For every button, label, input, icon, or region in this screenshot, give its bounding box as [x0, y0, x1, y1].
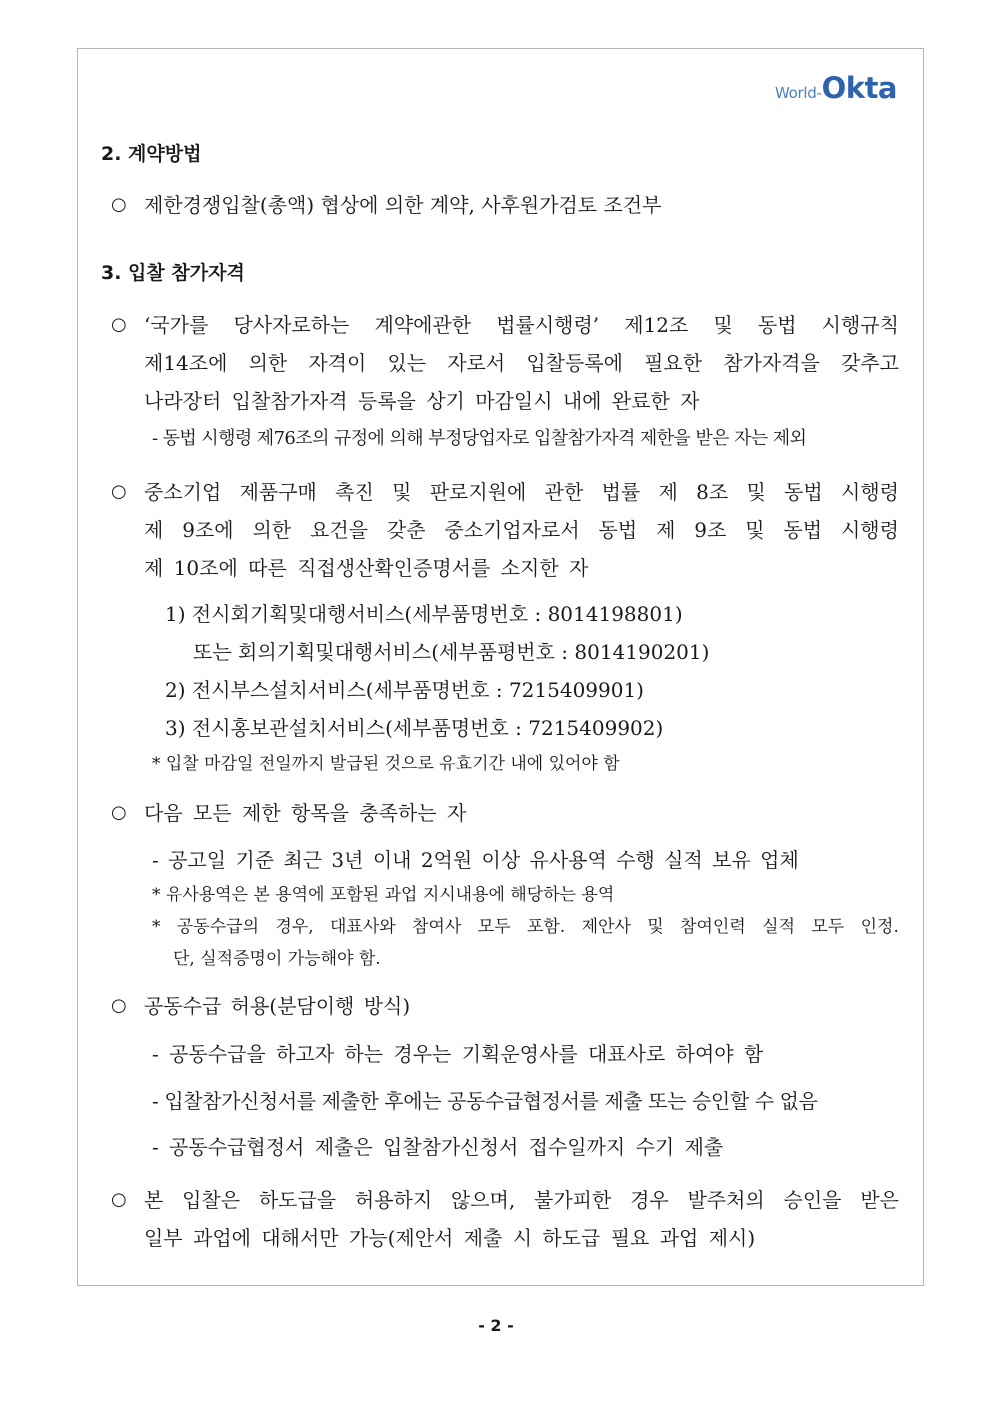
qualification-3-line-1: 다음 모든 제한 항목을 충족하는 자 [144, 801, 467, 825]
joint-supply-heading: 공동수급 허용(분담이행 방식) [144, 994, 411, 1018]
logo-prefix: World- [775, 84, 822, 102]
joint-supply-note: * 공동수급의 경우, 대표사와 참여사 모두 포함. 제안사 및 참여인력 실적 모두 인정. [152, 917, 899, 937]
joint-supply-rule-1: - 공동수급을 하고자 하는 경우는 기획운영사를 대표사로 하여야 함 [152, 1042, 764, 1066]
qualification-1-line-3: 나라장터 입찰참가자격 등록을 상기 마감일시 내에 완료한 자 [144, 389, 700, 413]
similar-service-note: * 유사용역은 본 용역에 포함된 과업 지시내용에 해당하는 용역 [152, 885, 615, 905]
service-item-1-alt: 또는 회의기획및대행서비스(세부품평번호 : 8014190201) [193, 640, 710, 664]
qualification-3-record: - 공고일 기준 최근 3년 이내 2억원 이상 유사용역 수행 실적 보유 업체 [152, 848, 799, 872]
contract-method-text: 제한경쟁입찰(총액) 협상에 의한 계약, 사후원가검토 조건부 [144, 193, 662, 217]
validity-note: * 입찰 마감일 전일까지 발급된 것으로 유효기간 내에 있어야 함 [152, 754, 620, 774]
bullet-circle: ○ [111, 995, 127, 1016]
bullet-circle: ○ [111, 194, 127, 215]
world-okta-logo [775, 71, 897, 105]
bullet-circle: ○ [111, 1189, 127, 1210]
qualification-1-line-1: ‘국가를 당사자로하는 계약에관한 법률시행령’ 제12조 및 동법 시행규칙 [144, 313, 899, 337]
service-item-2: 2) 전시부스설치서비스(세부품명번호 : 7215409901) [165, 678, 644, 702]
section-2-heading: 2. 계약방법 [101, 143, 202, 165]
joint-supply-note-cont: 단, 실적증명이 가능해야 함. [173, 949, 381, 969]
qualification-2-line-1: 중소기업 제품구매 촉진 및 판로지원에 관한 법률 제 8조 및 동법 시행령 [144, 480, 899, 504]
joint-supply-rule-2: - 입찰참가신청서를 제출한 후에는 공동수급협정서를 제출 또는 승인할 수 없음 [152, 1089, 818, 1113]
section-3-heading: 3. 입찰 참가자격 [101, 262, 245, 284]
qualification-2-line-3: 제 10조에 따른 직접생산확인증명서를 소지한 자 [144, 556, 589, 580]
bullet-circle: ○ [111, 802, 127, 823]
joint-supply-rule-3: - 공동수급협정서 제출은 입찰참가신청서 접수일까지 수기 제출 [152, 1135, 724, 1159]
qualification-1-line-2: 제14조에 의한 자격이 있는 자로서 입찰등록에 필요한 참가자격을 갖추고 [144, 351, 899, 375]
page-number: - 2 - [478, 1316, 514, 1335]
qualification-2-line-2: 제 9조에 의한 요건을 갖춘 중소기업자로서 동법 제 9조 및 동법 시행령 [144, 518, 899, 542]
service-item-1: 1) 전시회기획및대행서비스(세부품명번호 : 8014198801) [165, 602, 683, 626]
service-item-3: 3) 전시홍보관설치서비스(세부품명번호 : 7215409902) [165, 716, 664, 740]
subcontract-line-2: 일부 과업에 대해서만 가능(제안서 제출 시 하도급 필요 과업 제시) [144, 1226, 756, 1250]
logo-name: Okta [821, 71, 897, 105]
subcontract-line-1: 본 입찰은 하도급을 허용하지 않으며, 불가피한 경우 발주처의 승인을 받은 [144, 1188, 899, 1212]
bullet-circle: ○ [111, 481, 127, 502]
qualification-1-exclusion: - 동법 시행령 제76조의 규정에 의해 부정당업자로 입찰참가자격 제한을 받은 자는 제외 [152, 428, 807, 449]
bullet-circle: ○ [111, 314, 127, 335]
